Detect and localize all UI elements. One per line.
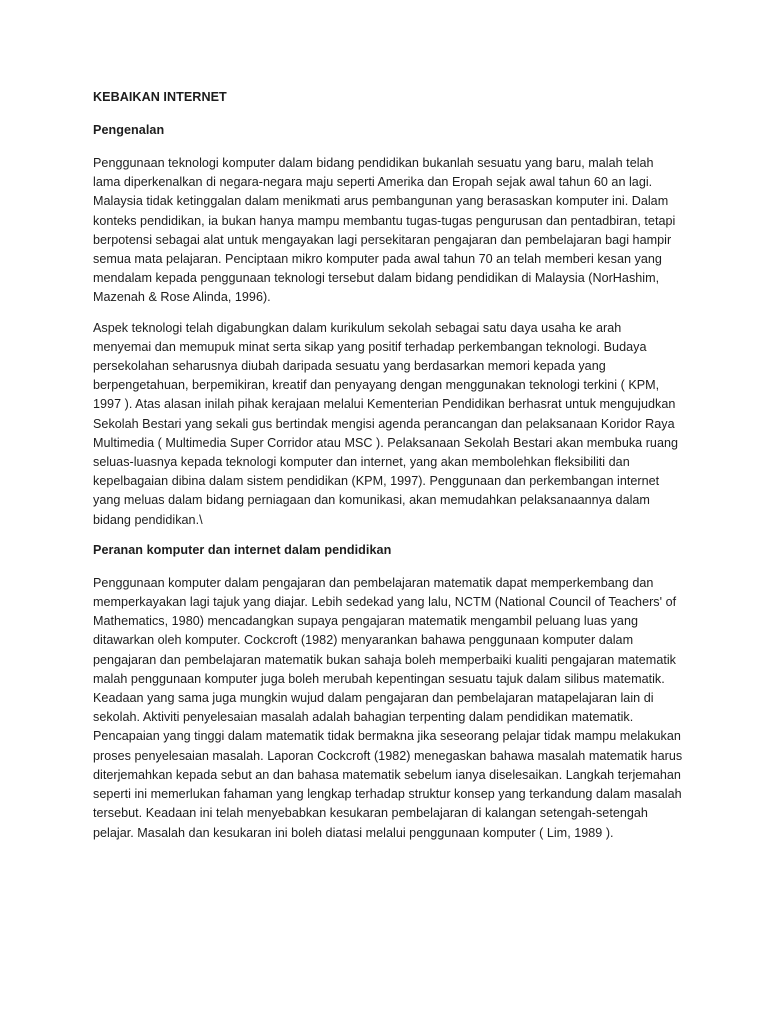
paragraph-computer-internet-role: Penggunaan komputer dalam pengajaran dan pembelajaran matematik dapat memperkembang dan memperkayakan lagi tajuk yang diajar. Lebih sedekad yang lalu, NCTM (National Council of Teachers' of Mathematics, 1980) mencadangkan supaya pengajaran matematik mengambil peluang luas yang ditawarkan oleh komputer. Cockcroft (1982) menyarankan bahawa penggunaan komputer dalam pengajaran dan pembelajaran matematik bukan sahaja boleh memperbaiki kualiti pengajaran matematik malah penggunaan komputer juga boleh merubah kepentingan sesuatu tajuk dalam silibus matematik. Keadaan yang sama juga mungkin wujud dalam pengajaran dan pembelajaran matapelajaran lain di sekolah. Aktiviti penyelesaian masalah adalah bahagian terpenting dalam pendidikan matematik. Pencapaian yang tinggi dalam matematik tidak bermakna jika seseorang pelajar tidak mampu melakukan proses penyelesaian masalah. Laporan Cockcroft (1982) menegaskan bahawa masalah matematik harus diterjemahkan kepada sebut an dan bahasa matematik sebelum ianya diselesaikan. Langkah terjemahan seperti ini memerlukan fahaman yang lengkap terhadap struktur konsep yang terkandung dalam masalah tersebut. Keadaan ini telah menyebabkan kesukaran pembelajaran di kalangan setengah-setengah pelajar. Masalah dan kesukaran ini boleh diatasi melalui penggunaan komputer ( Lim, 1989 ). [93,575,683,840]
document-title: KEBAIKAN INTERNET [93,90,227,104]
section-heading-computer-internet-role: Peranan komputer dan internet dalam pendidikan [93,542,392,557]
section-heading-pengenalan: Pengenalan [93,123,165,137]
paragraph-introduction-1: Penggunaan teknologi komputer dalam bidang pendidikan bukanlah sesuatu yang baru, malah telah lama diperkenalkan di negara-negara maju seperti Amerika dan Eropah sejak awal tahun 60 an lagi. Malaysia tidak ketinggalan dalam menikmati arus pembangunan yang berasaskan komputer ini. Dalam konteks pendidikan, ia bukan hanya mampu membantu tugas-tugas pengurusan dan pentadbiran, tetapi berpotensi sebagai alat untuk mengayakan lagi persekitaran pengajaran dan pembelajaran bagi hampir semua mata pelajaran. Penciptaan mikro komputer pada awal tahun 70 an telah memberi kesan yang mendalam kepada penggunaan teknologi tersebut dalam bidang pendidikan di Malaysia (NorHashim, Mazenah & Rose Alinda, 1996). [93,156,676,305]
paragraph-introduction-2: Aspek teknologi telah digabungkan dalam kurikulum sekolah sebagai satu daya usaha ke arah menyemai dan memupuk minat serta sikap yang positif terhadap perkembangan teknologi. Budaya persekolahan seharusnya diubah daripada sesuatu yang berdasarkan memori kepada yang berpengetahuan, berpemikiran, kreatif dan penyayang dengan menggunakan teknologi terkini ( KPM, 1997 ). Atas alasan inilah pihak kerajaan melalui Kementerian Pendidikan berhasrat untuk mengujudkan Sekolah Bestari yang sekali gus bertindak mengisi agenda perancangan dan pelaksanaan Koridor Raya Multimedia ( Multimedia Super Corridor atau MSC ). Pelaksanaan Sekolah Bestari akan membuka ruang seluas-luasnya kepada teknologi komputer dan internet, yang akan membolehkan fleksibiliti dan kepelbagaian dibina dalam sistem pendidikan (KPM, 1997). Penggunaan dan perkembangan internet yang meluas dalam bidang perniagaan dan komunikasi, akan memudahkan pelaksanaannya dalam bidang pendidikan.\ [93,320,679,527]
document-content [93,88,683,854]
